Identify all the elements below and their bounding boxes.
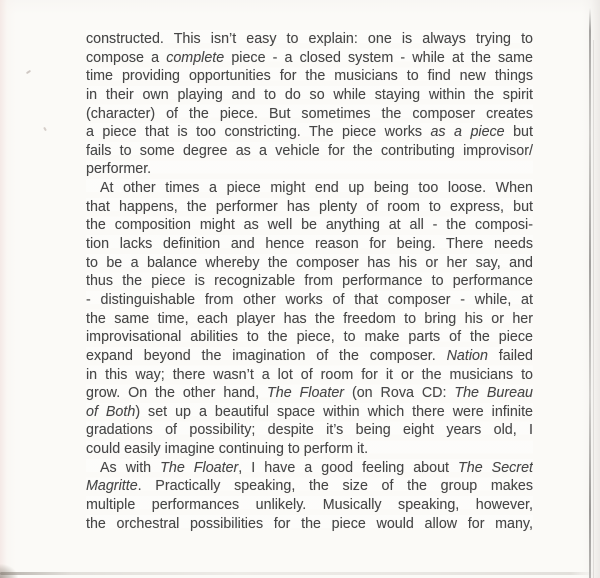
text-segment: As with	[100, 459, 161, 476]
text-segment: piece - a closed system - while at the same	[224, 49, 533, 66]
page-right-edge-crease-faint	[593, 40, 594, 578]
text-segment-italic: of Both	[86, 403, 136, 420]
text-line	[86, 384, 533, 403]
text-line	[86, 272, 533, 291]
text-line	[86, 496, 533, 515]
text-segment: - distinguishable from other works of that composer - while, at	[86, 291, 533, 308]
text-segment: . Practically speaking, the size of the group makes	[137, 478, 533, 495]
page-right-edge-crease	[589, 8, 591, 578]
text-line	[86, 198, 533, 217]
text-segment: time providing opportunities for the musicians to find new things	[86, 68, 533, 85]
text-segment: that happens, the performer has plenty of room to express, but	[86, 198, 533, 215]
text-line	[86, 216, 533, 235]
text-line	[86, 142, 533, 161]
text-segment: tion lacks definition and hence reason for being. There needs	[86, 236, 533, 253]
text-line	[86, 105, 533, 124]
text-line	[86, 235, 533, 254]
text-segment: fails to some degree as a vehicle for the contributing improvisor/	[86, 142, 533, 159]
text-line	[86, 254, 533, 273]
text-line	[86, 515, 533, 534]
text-line	[86, 328, 533, 347]
text-line	[86, 440, 533, 459]
text-line	[86, 123, 533, 142]
text-segment: failed	[487, 347, 533, 364]
text-segment: a piece that is too constricting. The piece works	[86, 124, 431, 141]
text-line	[86, 403, 533, 422]
text-segment-italic: The Secret	[458, 459, 533, 476]
text-line	[86, 310, 533, 329]
text-segment: constructed. This isn’t easy to explain: one is always trying to	[86, 31, 533, 47]
text-line	[86, 459, 533, 478]
text-segment: compose a	[86, 49, 167, 66]
text-segment: the composition might as well be anything at all - the composi-	[86, 217, 533, 234]
text-segment: thus the piece is recognizable from performance to performance	[86, 273, 533, 290]
text-line	[86, 347, 533, 366]
text-segment: grow. On the other hand,	[86, 385, 268, 402]
text-segment: improvisational abilities to the piece, to make parts of the piece	[86, 329, 533, 346]
text-segment: At other times a piece might end up being too loose. When	[100, 180, 533, 197]
text-segment: could easily imagine continuing to perform it.	[86, 441, 369, 458]
text-segment-italic: Nation	[446, 347, 488, 364]
text-segment-italic: Magritte	[86, 478, 138, 495]
text-segment: but	[504, 124, 533, 141]
text-line	[86, 49, 533, 68]
text-segment: , I have a good feeling about	[238, 459, 459, 476]
text-line	[86, 30, 533, 49]
text-segment: in their own playing and to do so while staying within the spirit	[86, 86, 533, 103]
text-line	[86, 67, 533, 86]
text-segment: (character) of the piece. But sometimes the composer creates	[86, 105, 533, 122]
text-segment-italic: The Floater	[160, 459, 239, 476]
text-segment: gradations of possibility; despite it’s being eight years old, I	[86, 422, 533, 439]
text-line	[86, 179, 533, 198]
text-segment: expand beyond the imagination of the composer.	[86, 347, 447, 364]
text-line	[86, 160, 533, 179]
text-segment: the orchestral possibilities for the piece would allow for many,	[86, 515, 533, 532]
text-segment: to be a balance whereby the composer has his or her say, and	[86, 254, 533, 271]
text-line	[86, 477, 533, 496]
text-segment: multiple performances unlikely. Musically speaking, however,	[86, 497, 533, 514]
text-segment: performer.	[86, 161, 152, 178]
text-segment-italic: complete	[166, 49, 225, 66]
text-line	[86, 366, 533, 385]
text-line	[86, 86, 533, 105]
text-segment: ) set up a beautiful space within which there were infinite	[135, 403, 533, 420]
text-segment-italic: The Bureau	[454, 385, 533, 402]
scan-speck	[43, 127, 47, 131]
text-segment: the same time, each player has the freedom to bring his or her	[86, 310, 533, 327]
bottom-left-corner-shadow	[0, 564, 18, 578]
text-segment: (on Rova CD:	[344, 385, 455, 402]
text-segment: in this way; there wasn’t a lot of room for it or the musicians to	[86, 366, 533, 383]
page-bottom-edge-shadow	[0, 572, 594, 575]
text-segment-italic: The Floater	[267, 385, 345, 402]
text-line	[86, 421, 533, 440]
text-segment-italic: as a piece	[430, 124, 505, 141]
scan-speck	[26, 70, 31, 75]
text-line	[86, 291, 533, 310]
liner-notes-text-block	[86, 30, 533, 533]
